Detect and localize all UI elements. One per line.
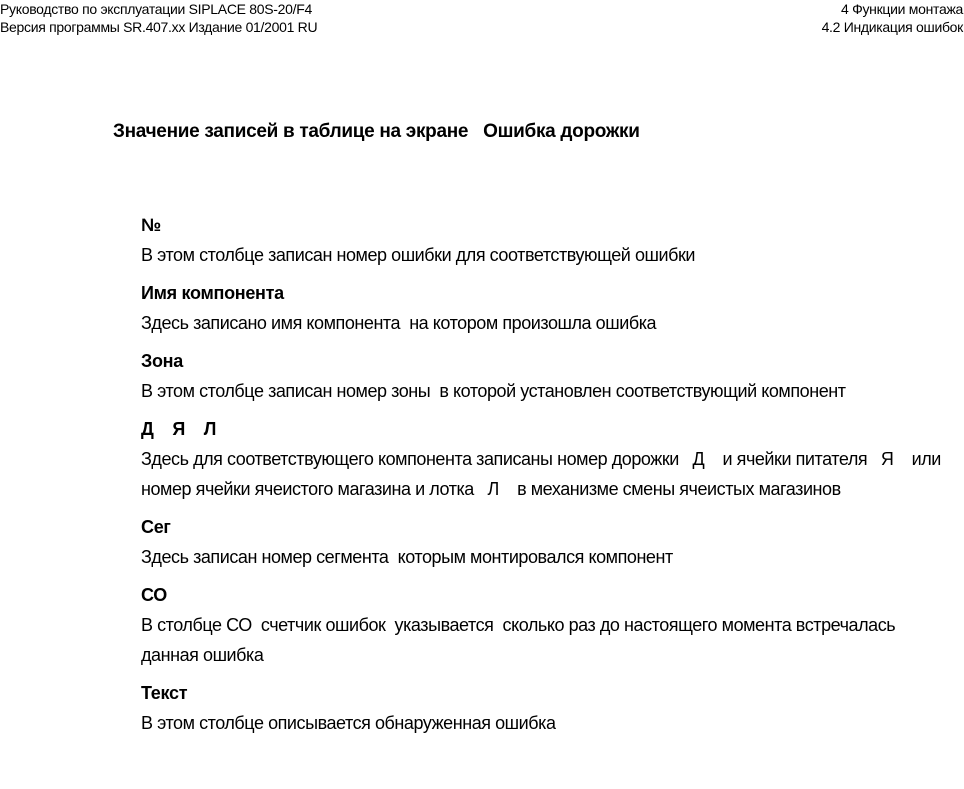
definition-text <box>141 680 956 738</box>
definition-component-name <box>141 280 956 338</box>
manual-title: Руководство по эксплуатации SIPLACE 80S-20/F4 <box>0 1 312 17</box>
definition-track-cell-tray <box>141 416 956 504</box>
definition-error-counter <box>141 582 956 670</box>
definition-zone <box>141 348 956 406</box>
definition-description: В этом столбце записан номер ошибки для соответствующей ошибки <box>141 245 695 265</box>
definition-term: № <box>141 215 161 235</box>
definition-description: В этом столбце описывается обнаруженная ошибка <box>141 713 556 733</box>
definition-description: В этом столбце записан номер зоны в которой установлен соответствующий компонент <box>141 381 846 401</box>
definition-description: Здесь для соответствующего компонента записаны номер дорожки Д и ячейки питателя Я или номер ячейки ячеистого магазина и лотка Л в механизме смены ячеистых магазинов <box>141 449 946 499</box>
program-version: Версия программы SR.407.xx Издание 01/2001 RU <box>0 19 318 35</box>
definition-segment <box>141 514 956 572</box>
definition-term: Сег <box>141 517 171 537</box>
definition-description: Здесь записан номер сегмента которым монтировался компонент <box>141 547 673 567</box>
header-right <box>822 0 963 36</box>
page-title: Значение записей в таблице на экране Ошибка дорожки <box>113 121 640 142</box>
definition-number <box>141 212 956 270</box>
definition-term: Текст <box>141 683 188 703</box>
definition-term: Зона <box>141 351 183 371</box>
definition-term: Имя компонента <box>141 283 284 303</box>
definition-description: Здесь записано имя компонента на котором произошла ошибка <box>141 313 657 333</box>
chapter-title: 4 Функции монтажа <box>841 1 963 17</box>
section-title: 4.2 Индикация ошибок <box>821 19 963 35</box>
definition-term: Д Я Л <box>141 419 217 439</box>
definition-term: СО <box>141 585 167 605</box>
definition-list <box>141 212 956 738</box>
header-left <box>0 0 317 36</box>
definition-description: В столбце СО счетчик ошибок указывается сколько раз до настоящего момента встречалась данная ошибка <box>141 615 900 665</box>
